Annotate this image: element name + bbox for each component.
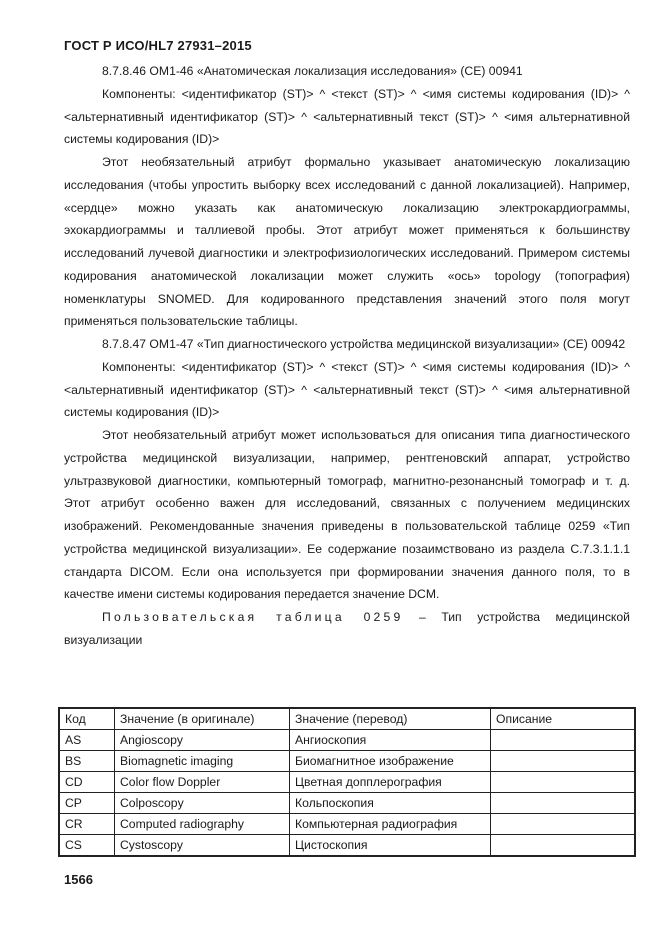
page-number: 1566: [64, 872, 93, 887]
column-header-code: Код: [59, 708, 115, 730]
cell-original: Color flow Doppler: [115, 772, 290, 793]
table-row: [59, 835, 635, 857]
cell-original: Colposcopy: [115, 793, 290, 814]
cell-original: Computed radiography: [115, 814, 290, 835]
components-paragraph-om1-47: Компоненты: <идентификатор (ST)> ^ <текст (ST)> ^ <имя системы кодирования (ID)> ^ <альтернативный идентификатор (ST)> ^ <альтернативный текст (ST)> ^ <имя альтернативной системы кодирования (ID)>: [64, 359, 630, 420]
cell-translation: Ангиоскопия: [290, 730, 491, 751]
cell-code: BS: [59, 751, 115, 772]
table-header-row: [59, 708, 635, 730]
table-caption: [64, 606, 630, 652]
description-paragraph-om1-46: Этот необязательный атрибут формально указывает анатомическую локализацию исследования (чтобы упростить выборку всех исследований с данной локализацией). Например, «сердце» можно указать как анатомическую локализацию электрокардиограммы, эхокардиограммы и таллиевой пробы. Этот атрибут может применяться к большинству исследований лучевой диагностики и электрофизиологических исследований. Примером системы кодирования анатомической локализации может служить «ось» topology (топография) номенклатуры SNOMED. Для кодированного представления значений этого поля могут применяться пользовательские таблицы.: [64, 155, 630, 329]
cell-code: CS: [59, 835, 115, 857]
cell-translation: Компьютерная радиография: [290, 814, 491, 835]
cell-code: CR: [59, 814, 115, 835]
cell-translation: Кольпоскопия: [290, 793, 491, 814]
description-paragraph-om1-47: Этот необязательный атрибут может использоваться для описания типа диагностического устройства медицинской визуализации, например, рентгеновский аппарат, устройство ультразвуковой диагностики, компьютерный томограф, магнитно-резонансный томограф и т. д. Этот атрибут особенно важен для исследований, связанных с получением медицинских изображений. Рекомендованные значения приведены в пользовательской таблице 0259 «Тип устройства медицинской визуализации». Ее содержание позаимствовано из раздела C.7.3.1.1.1 стандарта DICOM. Если она используется при формировании значения данного поля, то в качестве имени системы кодирования передается значение DCM.: [64, 428, 630, 602]
table-caption-text: – Тип устройства медицинской визуализации: [64, 610, 630, 647]
cell-original: Biomagnetic imaging: [115, 751, 290, 772]
cell-description: [491, 751, 636, 772]
cell-description: [491, 835, 636, 857]
column-header-original: Значение (в оригинале): [115, 708, 290, 730]
table-caption-label: Пользовательская таблица 0259: [102, 610, 404, 624]
cell-original: Cystoscopy: [115, 835, 290, 857]
user-table-0259: [58, 707, 636, 857]
cell-code: AS: [59, 730, 115, 751]
cell-translation: Биомагнитное изображение: [290, 751, 491, 772]
cell-translation: Цветная допплерография: [290, 772, 491, 793]
table-row: [59, 772, 635, 793]
cell-description: [491, 814, 636, 835]
column-header-translation: Значение (перевод): [290, 708, 491, 730]
cell-code: CP: [59, 793, 115, 814]
cell-description: [491, 730, 636, 751]
table-row: [59, 793, 635, 814]
document-body: [64, 60, 630, 652]
cell-code: CD: [59, 772, 115, 793]
section-heading-om1-46: 8.7.8.46 OM1-46 «Анатомическая локализация исследования» (CE) 00941: [102, 64, 523, 78]
table-row: [59, 751, 635, 772]
cell-description: [491, 793, 636, 814]
cell-original: Angioscopy: [115, 730, 290, 751]
section-heading-om1-47: 8.7.8.47 OM1-47 «Тип диагностического устройства медицинской визуализации» (CE) 00942: [102, 337, 626, 351]
table-row: [59, 730, 635, 751]
table-row: [59, 814, 635, 835]
components-paragraph-om1-46: Компоненты: <идентификатор (ST)> ^ <текст (ST)> ^ <имя системы кодирования (ID)> ^ <альтернативный идентификатор (ST)> ^ <альтернативный текст (ST)> ^ <имя альтернативной системы кодирования (ID)>: [64, 86, 630, 147]
cell-description: [491, 772, 636, 793]
column-header-description: Описание: [491, 708, 636, 730]
cell-translation: Цистоскопия: [290, 835, 491, 857]
document-header: ГОСТ Р ИСО/HL7 27931–2015: [64, 38, 252, 53]
